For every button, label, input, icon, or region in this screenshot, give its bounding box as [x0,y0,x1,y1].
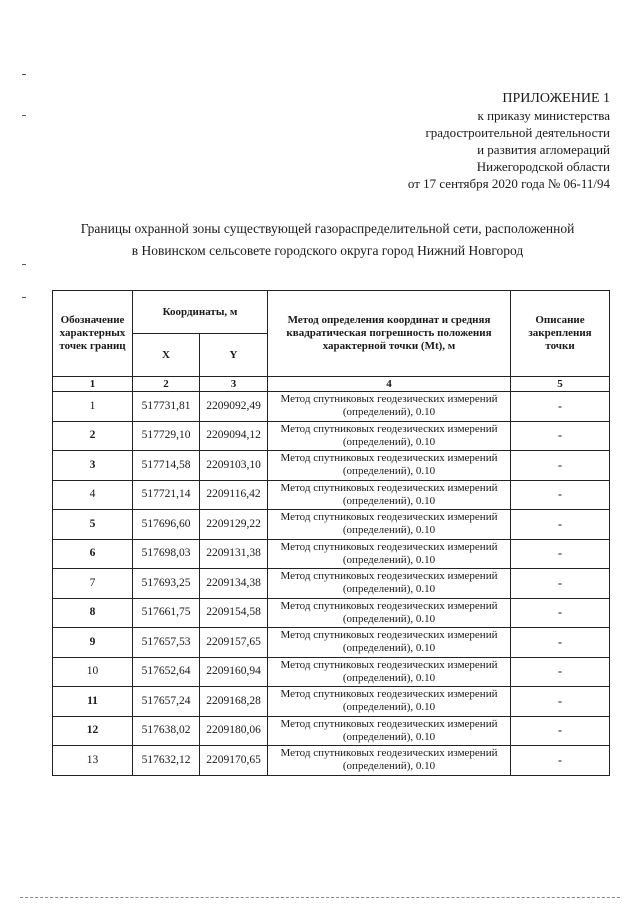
heading-line: Границы охранной зоны существующей газораспределительной сети, расположенной [80,221,575,236]
header-coordinates: Координаты, м [133,291,268,334]
table-row [53,598,610,628]
method-cell: Метод спутниковых геодезических измерений (определений), 0.10 [268,480,511,510]
coord-y: 2209180,06 [200,716,268,746]
method-cell: Метод спутниковых геодезических измерений (определений), 0.10 [268,716,511,746]
coord-x: 517632,12 [133,746,200,776]
method-cell: Метод спутниковых геодезических измерений (определений), 0.10 [268,392,511,422]
description-cell: - [511,746,610,776]
appendix-line: к приказу министерства [477,108,610,123]
description-cell: - [511,687,610,717]
table-row [53,421,610,451]
header-y: Y [200,334,268,377]
margin-mark [22,115,26,116]
description-cell: - [511,451,610,481]
description-cell: - [511,480,610,510]
coord-y: 2209116,42 [200,480,268,510]
coord-y: 2209092,49 [200,392,268,422]
heading-line: в Новинском сельсовете городского округа город Нижний Новгород [131,243,524,258]
description-cell: - [511,598,610,628]
coord-y: 2209094,12 [200,421,268,451]
description-cell: - [511,628,610,658]
method-cell: Метод спутниковых геодезических измерений (определений), 0.10 [268,598,511,628]
point-number: 4 [53,480,133,510]
point-number: 11 [53,687,133,717]
table-row [53,480,610,510]
appendix-line: от 17 сентября 2020 года № 06-11/94 [407,176,610,191]
point-number: 8 [53,598,133,628]
table-row [53,628,610,658]
coord-y: 2209170,65 [200,746,268,776]
header-description: Описание закрепления точки [511,291,610,377]
description-cell: - [511,510,610,540]
coord-x: 517693,25 [133,569,200,599]
method-cell: Метод спутниковых геодезических измерений (определений), 0.10 [268,539,511,569]
coord-x: 517696,60 [133,510,200,540]
appendix-title: ПРИЛОЖЕНИЕ 1 [502,91,610,106]
column-number: 5 [511,377,610,392]
coord-y: 2209129,22 [200,510,268,540]
column-number: 4 [268,377,511,392]
margin-mark [22,74,26,75]
method-cell: Метод спутниковых геодезических измерений (определений), 0.10 [268,628,511,658]
margin-mark [22,264,26,265]
coord-y: 2209157,65 [200,628,268,658]
description-cell: - [511,421,610,451]
coord-y: 2209134,38 [200,569,268,599]
point-number: 12 [53,716,133,746]
appendix-line: Нижегородской области [476,159,610,174]
method-cell: Метод спутниковых геодезических измерений (определений), 0.10 [268,746,511,776]
table-row [53,746,610,776]
header-method: Метод определения координат и средняя квадратическая погрешность положения характерной точки (Mt), м [268,291,511,377]
table-row [53,657,610,687]
description-cell: - [511,716,610,746]
column-number: 1 [53,377,133,392]
coord-x: 517721,14 [133,480,200,510]
coord-y: 2209168,28 [200,687,268,717]
coord-y: 2209160,94 [200,657,268,687]
coord-y: 2209103,10 [200,451,268,481]
description-cell: - [511,539,610,569]
coord-x: 517657,53 [133,628,200,658]
coord-x: 517657,24 [133,687,200,717]
column-number: 2 [133,377,200,392]
point-number: 1 [53,392,133,422]
column-number: 3 [200,377,268,392]
description-cell: - [511,657,610,687]
coord-x: 517731,81 [133,392,200,422]
coordinates-table [52,290,610,776]
description-cell: - [511,392,610,422]
table-row [53,510,610,540]
method-cell: Метод спутниковых геодезических измерений (определений), 0.10 [268,451,511,481]
coord-y: 2209131,38 [200,539,268,569]
point-number: 3 [53,451,133,481]
coord-x: 517729,10 [133,421,200,451]
point-number: 6 [53,539,133,569]
appendix-header [408,90,610,192]
description-cell: - [511,569,610,599]
method-cell: Метод спутниковых геодезических измерений (определений), 0.10 [268,510,511,540]
appendix-line: и развития агломераций [477,142,610,157]
appendix-line: градостроительной деятельности [425,125,610,140]
header-x: X [133,334,200,377]
table-row [53,392,610,422]
point-number: 13 [53,746,133,776]
method-cell: Метод спутниковых геодезических измерений (определений), 0.10 [268,687,511,717]
point-number: 9 [53,628,133,658]
page-bottom-line [20,897,620,898]
coord-x: 517638,02 [133,716,200,746]
method-cell: Метод спутниковых геодезических измерений (определений), 0.10 [268,657,511,687]
coord-x: 517652,64 [133,657,200,687]
document-heading [40,218,615,262]
coord-x: 517661,75 [133,598,200,628]
point-number: 7 [53,569,133,599]
method-cell: Метод спутниковых геодезических измерений (определений), 0.10 [268,421,511,451]
coord-x: 517698,03 [133,539,200,569]
header-designation: Обозначение характерных точек границ [53,291,133,377]
table-row [53,451,610,481]
method-cell: Метод спутниковых геодезических измерений (определений), 0.10 [268,569,511,599]
margin-mark [22,297,26,298]
coord-x: 517714,58 [133,451,200,481]
point-number: 2 [53,421,133,451]
point-number: 5 [53,510,133,540]
table-row [53,716,610,746]
table-row [53,687,610,717]
table-row [53,539,610,569]
coord-y: 2209154,58 [200,598,268,628]
table-row [53,569,610,599]
point-number: 10 [53,657,133,687]
